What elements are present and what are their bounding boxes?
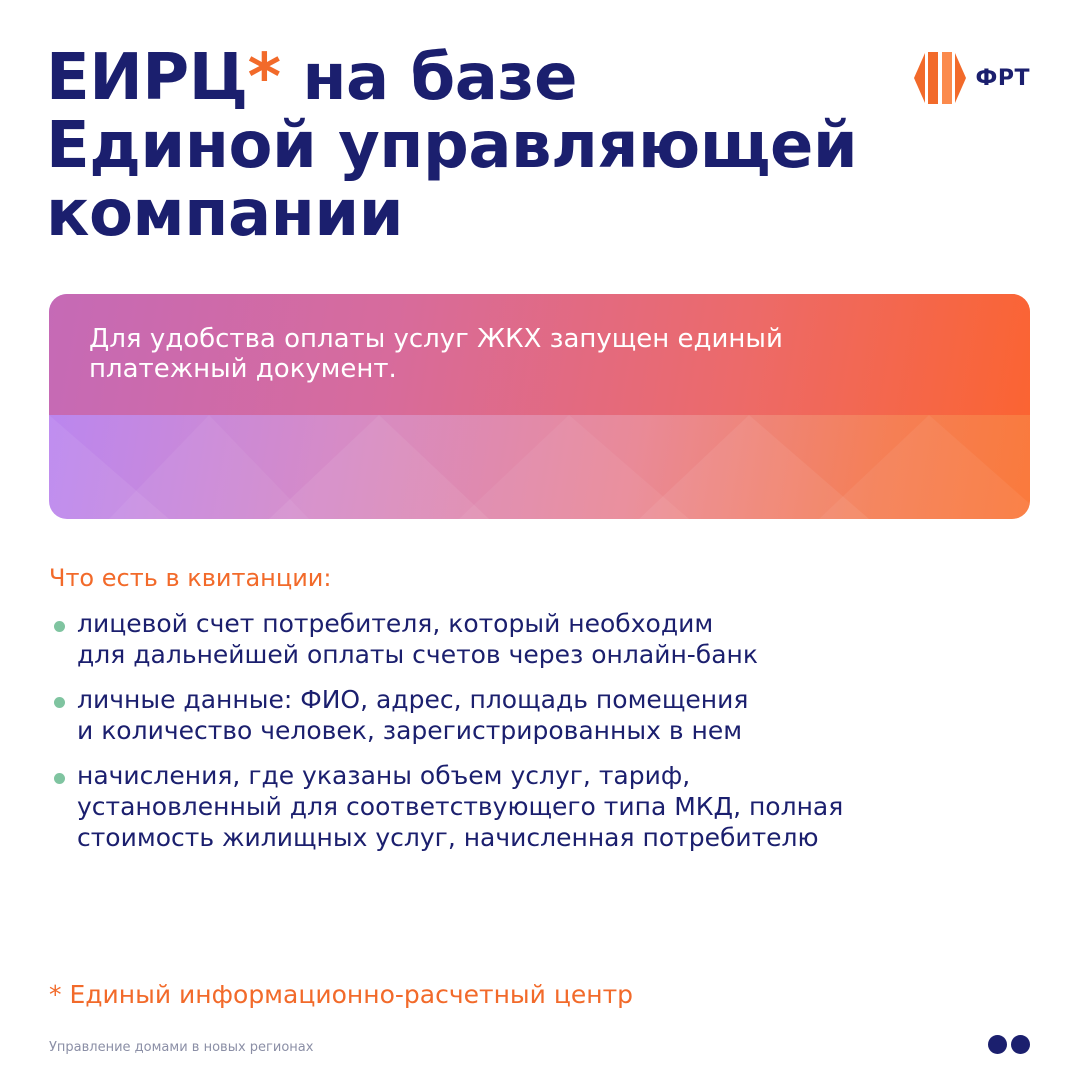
card-text-line-1: Для удобства оплаты услуг ЖКХ запущен единый bbox=[89, 324, 783, 354]
page-title bbox=[46, 41, 858, 251]
card-text-line-2: платежный документ. bbox=[89, 354, 397, 384]
title-line-3: компании bbox=[46, 177, 404, 251]
list-item-text bbox=[77, 608, 989, 670]
list-item-line: личные данные: ФИО, адрес, площадь помещения bbox=[77, 685, 749, 714]
list-item-line: лицевой счет потребителя, который необходим bbox=[77, 609, 714, 638]
page-indicator bbox=[988, 1035, 1030, 1054]
bullet-dot-icon bbox=[54, 697, 65, 708]
list-item bbox=[49, 760, 989, 853]
bullet-dot-icon bbox=[54, 773, 65, 784]
list-item-text bbox=[77, 684, 989, 746]
list-item bbox=[49, 684, 989, 746]
list-item-line: и количество человек, зарегистрированных в нем bbox=[77, 716, 743, 745]
list-item-line: стоимость жилищных услуг, начисленная потребителю bbox=[77, 823, 819, 852]
list-item-line: установленный для соответствующего типа МКД, полная bbox=[77, 792, 844, 821]
page-dot-icon bbox=[988, 1035, 1007, 1054]
title-line-2: Единой управляющей bbox=[46, 109, 858, 183]
receipt-items-list bbox=[49, 608, 989, 867]
receipt-heading: Что есть в квитанции: bbox=[49, 564, 332, 592]
list-item-line: для дальнейшей оплаты счетов через онлайн-банк bbox=[77, 640, 758, 669]
title-line-1-rest: на базе bbox=[280, 41, 577, 115]
list-item-line: начисления, где указаны объем услуг, тариф, bbox=[77, 761, 691, 790]
title-line-1 bbox=[46, 41, 857, 115]
list-item bbox=[49, 608, 989, 670]
title-abbreviation: ЕИРЦ bbox=[46, 41, 248, 115]
info-card bbox=[49, 294, 1030, 519]
footer-caption: Управление домами в новых регионах bbox=[49, 1040, 314, 1055]
page-dot-icon bbox=[1011, 1035, 1030, 1054]
card-text bbox=[89, 324, 889, 384]
logo-text: ФРТ bbox=[975, 65, 1030, 91]
footnote: * Единый информационно-расчетный центр bbox=[49, 980, 634, 1009]
frt-logo bbox=[912, 48, 1030, 108]
frt-logo-icon bbox=[912, 49, 970, 107]
bullet-dot-icon bbox=[54, 621, 65, 632]
list-item-text bbox=[77, 760, 989, 853]
title-asterisk: * bbox=[247, 41, 281, 115]
